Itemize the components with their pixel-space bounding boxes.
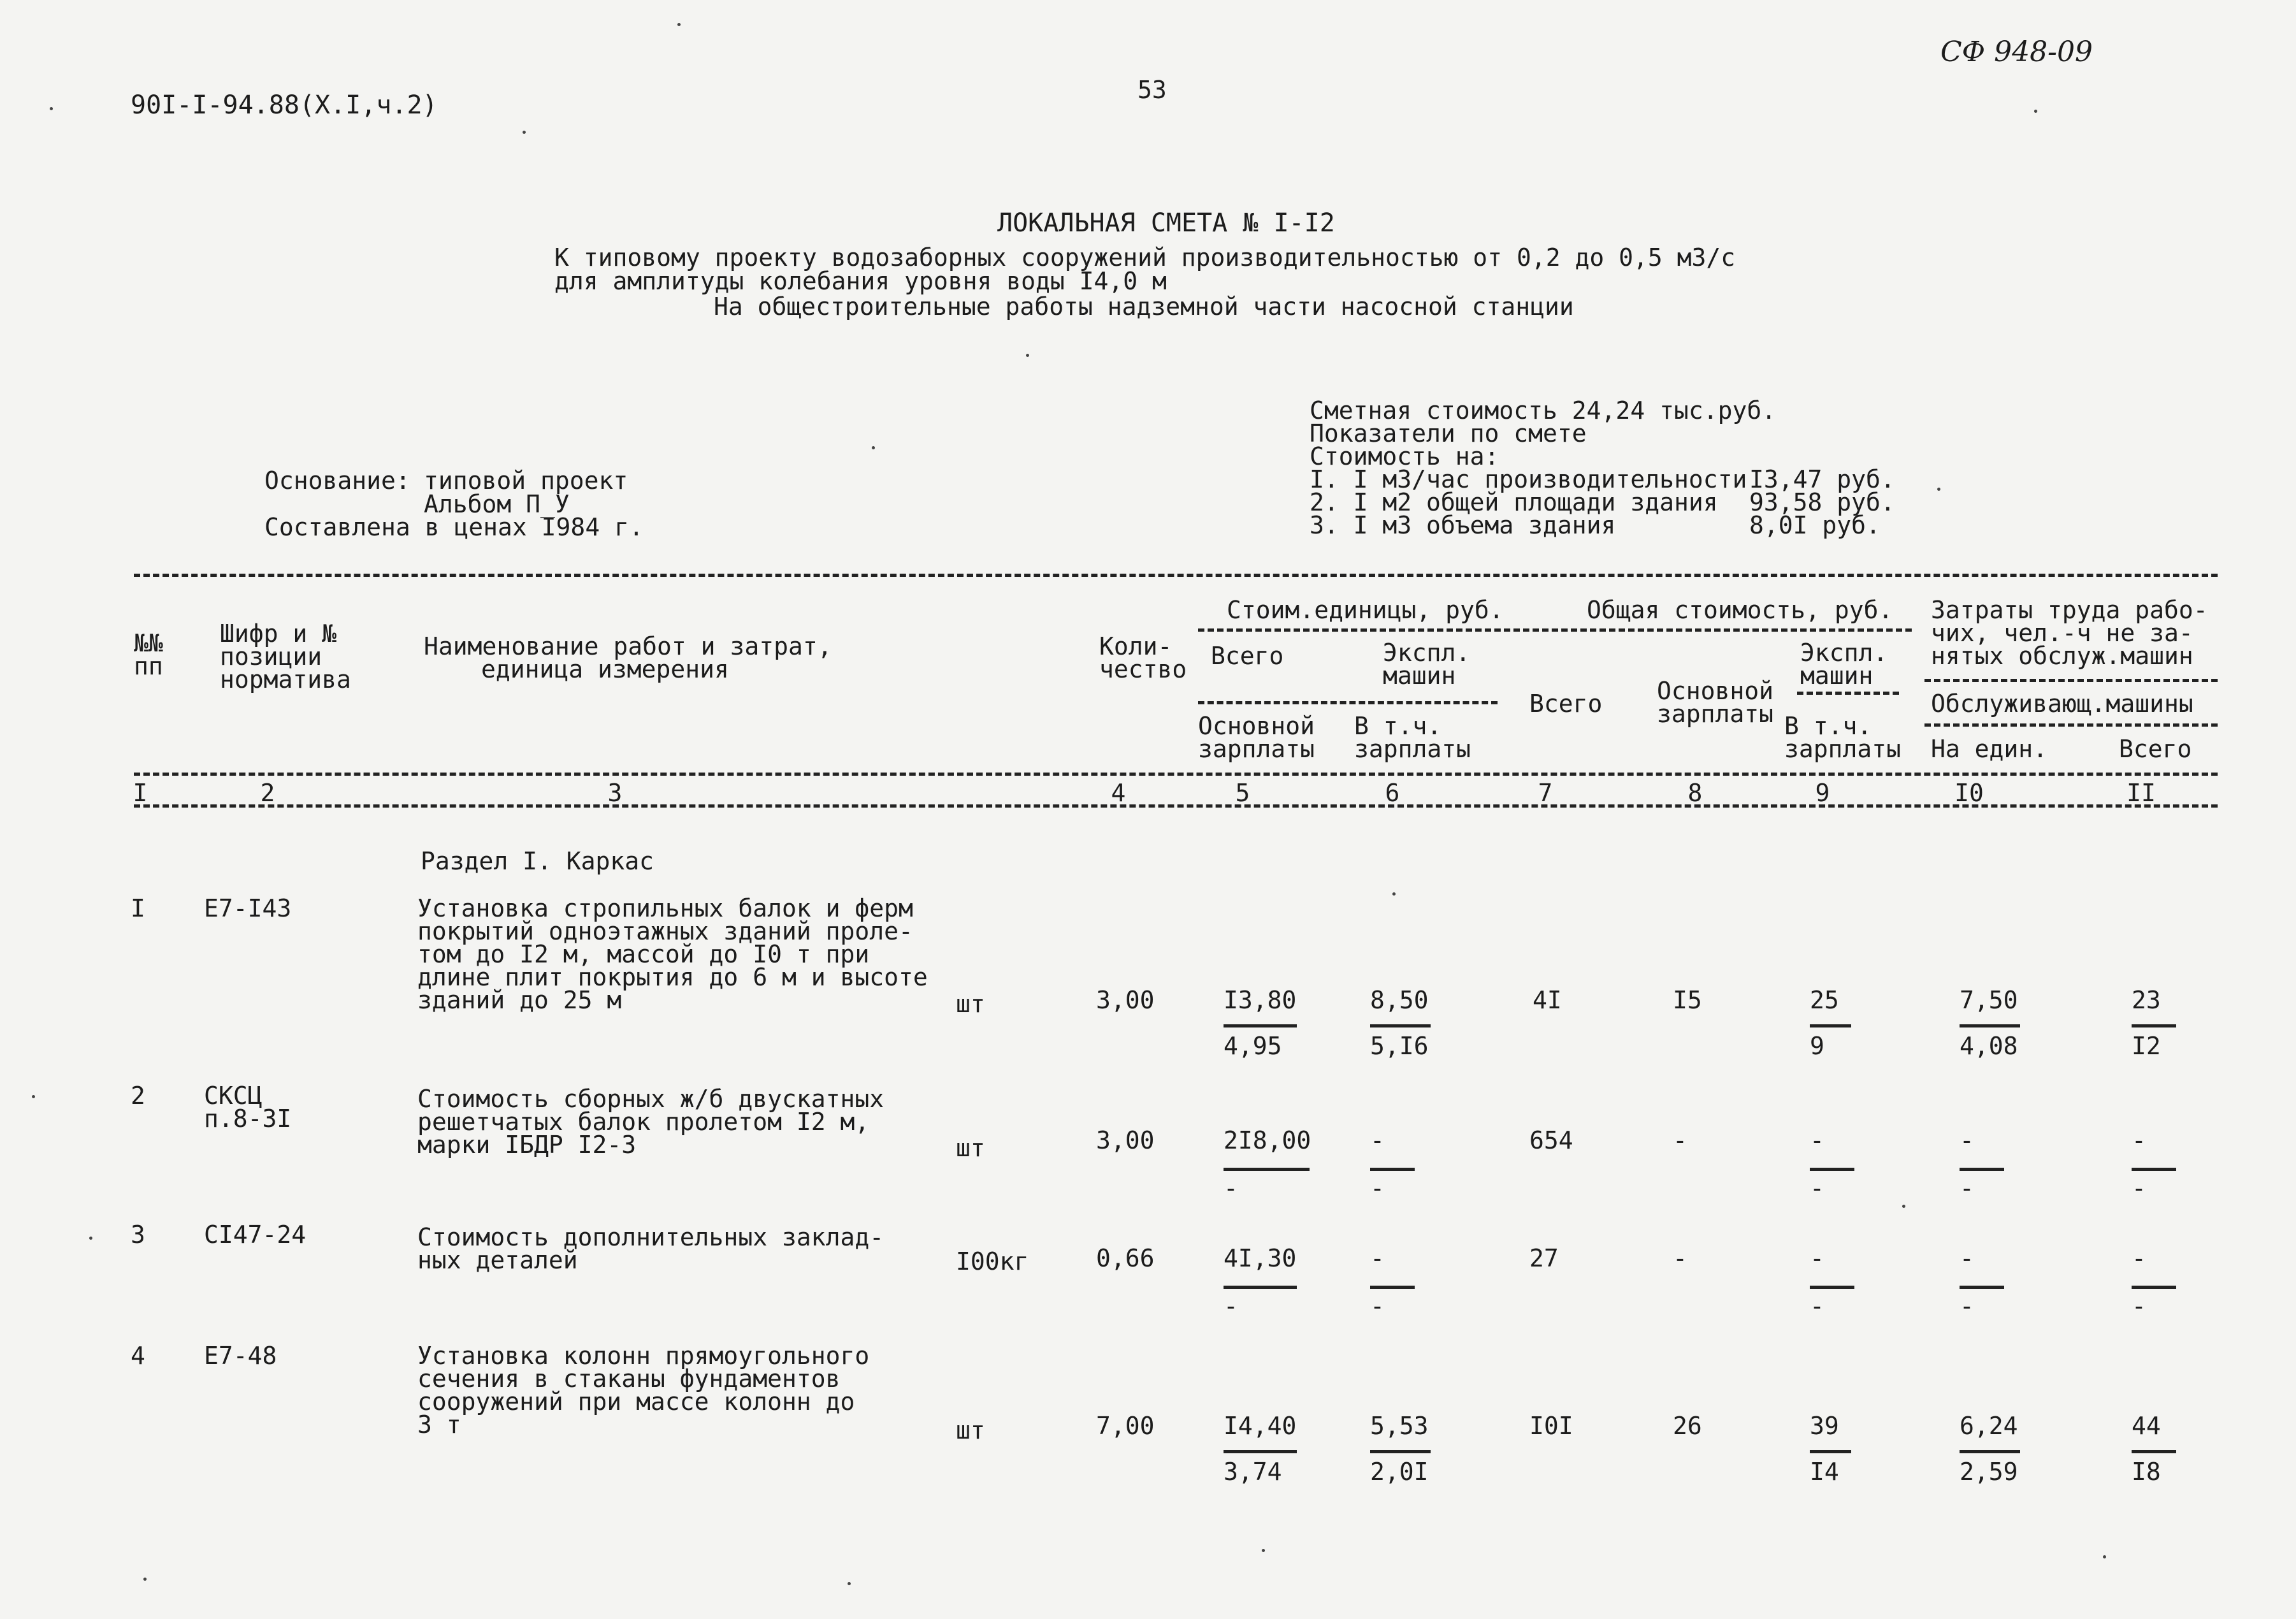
indicator-label-2: 2. I м2 общей площади здания [1310,488,1718,516]
row-4-unit-wages: 3,74 [1224,1458,1282,1486]
scan-speck [32,1095,35,1098]
row-4-total-mach-fraction-bar [1810,1450,1851,1453]
scan-speck [1902,1205,1905,1208]
basis-value-1: типовой проект [424,467,628,495]
column-number-5: 5 [1235,779,1250,807]
unit-mach-wages-header-2: зарплаты [1354,735,1471,763]
scan-speck [1026,354,1029,357]
row-1-labor-total: 23 [2132,986,2161,1014]
total-mach-header-2: машин [1800,662,1874,690]
row-4-name-line-2: сечения в стаканы фундаментов [417,1365,841,1393]
column-number-6: 6 [1385,779,1400,807]
cost-per-heading: Стоимость на: [1310,442,1499,470]
subtitle-line-1: К типовому проекту водозаборных сооружений производительностью от 0,2 до 0,5 м3/с [554,243,1736,272]
scan-speck [872,446,875,449]
row-1-name-line-4: длине плит покрытия до 6 м и высоте [417,963,928,991]
row-4-unit-mach: 5,53 [1370,1412,1429,1440]
header-sub-rule-5 [1924,723,2218,727]
row-4-labor-unit: 6,24 [1960,1412,2018,1440]
row-2-code-line-1: СКСЦ [204,1082,263,1110]
scan-speck [50,107,53,110]
column-number-3: 3 [607,779,623,807]
row-3-name-line-2: ных деталей [417,1246,578,1274]
scan-speck [89,1237,92,1240]
column-number-4: 4 [1111,779,1126,807]
indicator-value-2: 93,58 руб. [1749,488,1895,516]
scan-speck [2103,1555,2106,1558]
row-3-code: СI47-24 [204,1221,307,1249]
row-2-labor-total: - [2132,1126,2146,1154]
basis-label: Основание: [264,467,410,495]
row-1-unit-mach-fraction-bar [1370,1024,1431,1027]
document-code: 90I-I-94.88(X.I,ч.2) [131,91,438,120]
row-3-name-line-1: Стоимость дополнительных заклад- [417,1223,884,1251]
row-2-total-mach-fraction-bar [1810,1168,1854,1171]
row-4-unit-total: I4,40 [1224,1412,1297,1440]
row-3-labor-total-fraction-bar [2132,1286,2176,1289]
row-4-name-line-4: 3 т [417,1411,461,1439]
row-1-labor-total-mach: I2 [2132,1032,2161,1060]
row-2-unit-mach-fraction-bar [1370,1168,1415,1171]
row-4-labor-unit-mach: 2,59 [1960,1458,2018,1486]
row-2-labor-total-fraction-bar [2132,1168,2176,1171]
row-4-labor-total: 44 [2132,1412,2161,1440]
row-2-total-mach-wages: - [1810,1174,1824,1202]
row-4-name-line-1: Установка колонн прямоугольного [417,1342,870,1370]
basis-value-2: Альбом П_У [424,490,570,518]
row-1-name-line-2: покрытий одноэтажных зданий проле- [417,917,913,945]
scan-speck [1262,1549,1265,1552]
row-3-labor-unit-fraction-bar [1960,1286,2004,1289]
row-3-unit: I00кг [956,1247,1029,1275]
total-mach-wages-header-2: зарплаты [1784,735,1902,763]
row-1-name-line-5: зданий до 25 м [417,986,622,1014]
row-1-labor-total-fraction-bar [2132,1024,2176,1027]
row-4-labor-total-mach: I8 [2132,1458,2161,1486]
scan-speck [143,1578,147,1581]
row-3-total-mach-wages: - [1810,1292,1824,1320]
row-3-total-mach-fraction-bar [1810,1286,1854,1289]
scan-speck [1937,488,1940,491]
scan-speck [677,23,681,26]
row-2-total-mach: - [1810,1126,1824,1154]
row-4-name-line-3: сооружений при массе колонн до [417,1388,855,1416]
subtitle-line-2: для амплитуды колебания уровня воды I4,0 м [554,267,1167,295]
header-bottom-rule [134,773,2218,776]
col-name-header-1: Наименование работ и затрат, [424,632,832,660]
indicator-value-1: I3,47 руб. [1749,465,1895,493]
row-3-unit-fraction-bar [1224,1286,1297,1289]
row-4-unit: шт [956,1416,985,1444]
row-2-unit-total: 2I8,00 [1224,1126,1311,1154]
row-1-total-mach: 25 [1810,986,1839,1014]
unit-cost-group-header: Стоим.единицы, руб. [1227,596,1504,624]
row-2-labor-total-mach: - [2132,1174,2146,1202]
row-4-unit-mach-fraction-bar [1370,1450,1431,1453]
labor-unit-header: На един. [1931,735,2048,763]
row-3-total-wages: - [1673,1244,1687,1272]
row-1-name-line-1: Установка стропильных балок и ферм [417,894,913,922]
row-2-qty: 3,00 [1096,1126,1155,1154]
row-3-total: 27 [1529,1244,1559,1272]
row-3-unit-mach: - [1370,1244,1385,1272]
total-mach-header-1: Экспл. [1800,639,1888,667]
row-2-labor-unit-fraction-bar [1960,1168,2004,1171]
row-1-name-line-3: том до I2 м, массой до I0 т при [417,940,870,968]
col-code-header-1: Шифр и № [220,620,337,648]
indicators-heading: Показатели по смете [1310,419,1587,447]
col-code-header-2: позиции [220,643,322,671]
row-1-total-mach-fraction-bar [1810,1024,1851,1027]
unit-mach-header-2: машин [1383,662,1456,690]
col-code-header-3: норматива [220,665,351,693]
column-number-7: 7 [1538,779,1553,807]
row-4-total-mach: 39 [1810,1412,1839,1440]
row-3-unit-mach-fraction-bar [1370,1286,1415,1289]
column-number-1: I [133,779,148,807]
row-2-number: 2 [131,1082,145,1110]
header-sub-rule-3 [1797,692,1899,695]
row-4-total-mach-wages: I4 [1810,1458,1839,1486]
row-4-total-wages: 26 [1673,1412,1702,1440]
header-sub-rule-2 [1198,701,1498,704]
unit-mach-wages-header-1: В т.ч. [1354,712,1442,740]
row-4-unit-mach-wages: 2,0I [1370,1458,1429,1486]
row-3-labor-total-mach: - [2132,1292,2146,1320]
row-1-unit-fraction-bar [1224,1024,1297,1027]
labor-group-header-2: чих, чел.-ч не за- [1931,619,2193,647]
labor-group-header-3: нятых обслуж.машин [1931,642,2193,670]
subtitle-line-3: На общестроительные работы надземной части насосной станции [714,293,1574,321]
row-2-code-line-2: п.8-3I [204,1105,292,1133]
column-numbers-rule [134,804,2218,808]
row-1-unit-mach-wages: 5,I6 [1370,1032,1429,1060]
header-top-rule [134,574,2218,577]
total-wages-header-2: зарплаты [1657,700,1774,728]
unit-wages-header-2: зарплаты [1198,735,1315,763]
row-3-labor-unit: - [1960,1244,1974,1272]
col-num-header-1: №№ [134,629,163,657]
row-1-labor-unit-fraction-bar [1960,1024,2020,1027]
prices-year: Составлена в ценах I984 г. [264,513,644,541]
labor-total-header: Всего [2119,735,2192,763]
row-3-total-mach: - [1810,1244,1824,1272]
total-cost-group-header: Общая стоимость, руб. [1587,596,1893,624]
row-1-total-mach-wages: 9 [1810,1032,1824,1060]
row-4-labor-total-fraction-bar [2132,1450,2176,1453]
unit-wages-header-1: Основной [1198,712,1315,740]
row-3-unit-mach-wages: - [1370,1292,1385,1320]
row-1-total: 4I [1533,986,1562,1014]
row-1-total-wages: I5 [1673,986,1702,1014]
col-num-header-2: пп [134,652,163,680]
row-2-unit-fraction-bar [1224,1168,1310,1171]
row-2-name-line-2: решетчатых балок пролетом I2 м, [417,1108,870,1136]
row-1-unit-wages: 4,95 [1224,1032,1282,1060]
document-title: ЛОКАЛЬНАЯ СМЕТА № I-I2 [997,208,1335,238]
indicator-value-3: 8,0I руб. [1749,511,1881,539]
section-title: Раздел I. Каркас [421,847,654,875]
row-3-unit-total: 4I,30 [1224,1244,1297,1272]
indicator-label-3: 3. I м3 объема здания [1310,511,1616,539]
row-4-number: 4 [131,1342,145,1370]
row-1-qty: 3,00 [1096,986,1155,1014]
row-1-labor-unit: 7,50 [1960,986,2018,1014]
total-header: Всего [1529,690,1603,718]
row-2-unit-mach-wages: - [1370,1174,1385,1202]
archive-mark: СФ 948-09 [1940,36,2093,68]
row-1-unit-mach: 8,50 [1370,986,1429,1014]
total-wages-header-1: Основной [1657,677,1774,705]
row-1-unit-total: I3,80 [1224,986,1297,1014]
row-2-unit: шт [956,1134,985,1162]
row-2-labor-unit: - [1960,1126,1974,1154]
col-qty-header-1: Коли- [1099,632,1173,660]
indicator-label-1: I. I м3/час производительности [1310,465,1747,493]
row-3-qty: 0,66 [1096,1244,1155,1272]
column-number-2: 2 [260,779,275,807]
row-2-unit-mach: - [1370,1126,1385,1154]
row-1-labor-unit-mach: 4,08 [1960,1032,2018,1060]
row-2-unit-wages: - [1224,1174,1238,1202]
header-sub-rule-1 [1198,628,1912,632]
header-sub-rule-4 [1924,679,2218,682]
scan-speck [523,131,526,134]
labor-group-header-1: Затраты труда рабо- [1931,596,2208,624]
page-number: 53 [1137,76,1167,104]
row-2-name-line-3: марки IБДР I2-3 [417,1131,637,1159]
scan-speck [2034,110,2037,113]
column-number-9: 9 [1815,779,1830,807]
row-4-qty: 7,00 [1096,1412,1155,1440]
row-3-labor-total: - [2132,1244,2146,1272]
row-4-code: Е7-48 [204,1342,277,1370]
column-number-11: II [2126,779,2156,807]
row-3-labor-unit-mach: - [1960,1292,1974,1320]
row-4-unit-fraction-bar [1224,1450,1297,1453]
row-4-total: I0I [1529,1412,1573,1440]
col-qty-header-2: чество [1099,655,1187,683]
scan-speck [848,1582,851,1585]
estimated-cost: Сметная стоимость 24,24 тыс.руб. [1310,396,1777,425]
service-machines-header: Обслуживающ.машины [1931,690,2193,718]
row-1-code: Е7-I43 [204,894,292,922]
row-3-number: 3 [131,1221,145,1249]
scan-speck [1392,892,1396,896]
row-2-total: 654 [1529,1126,1573,1154]
unit-mach-header-1: Экспл. [1383,639,1471,667]
row-1-number: I [131,894,145,922]
row-1-unit: шт [956,990,985,1018]
unit-total-header: Всего [1211,642,1284,670]
row-2-labor-unit-mach: - [1960,1174,1974,1202]
row-2-total-wages: - [1673,1126,1687,1154]
total-mach-wages-header-1: В т.ч. [1784,712,1872,740]
row-2-name-line-1: Стоимость сборных ж/б двускатных [417,1085,884,1113]
row-3-unit-wages: - [1224,1292,1238,1320]
row-4-labor-unit-fraction-bar [1960,1450,2020,1453]
column-number-10: I0 [1954,779,1984,807]
column-number-8: 8 [1687,779,1703,807]
col-name-header-2: единица измерения [481,655,729,683]
